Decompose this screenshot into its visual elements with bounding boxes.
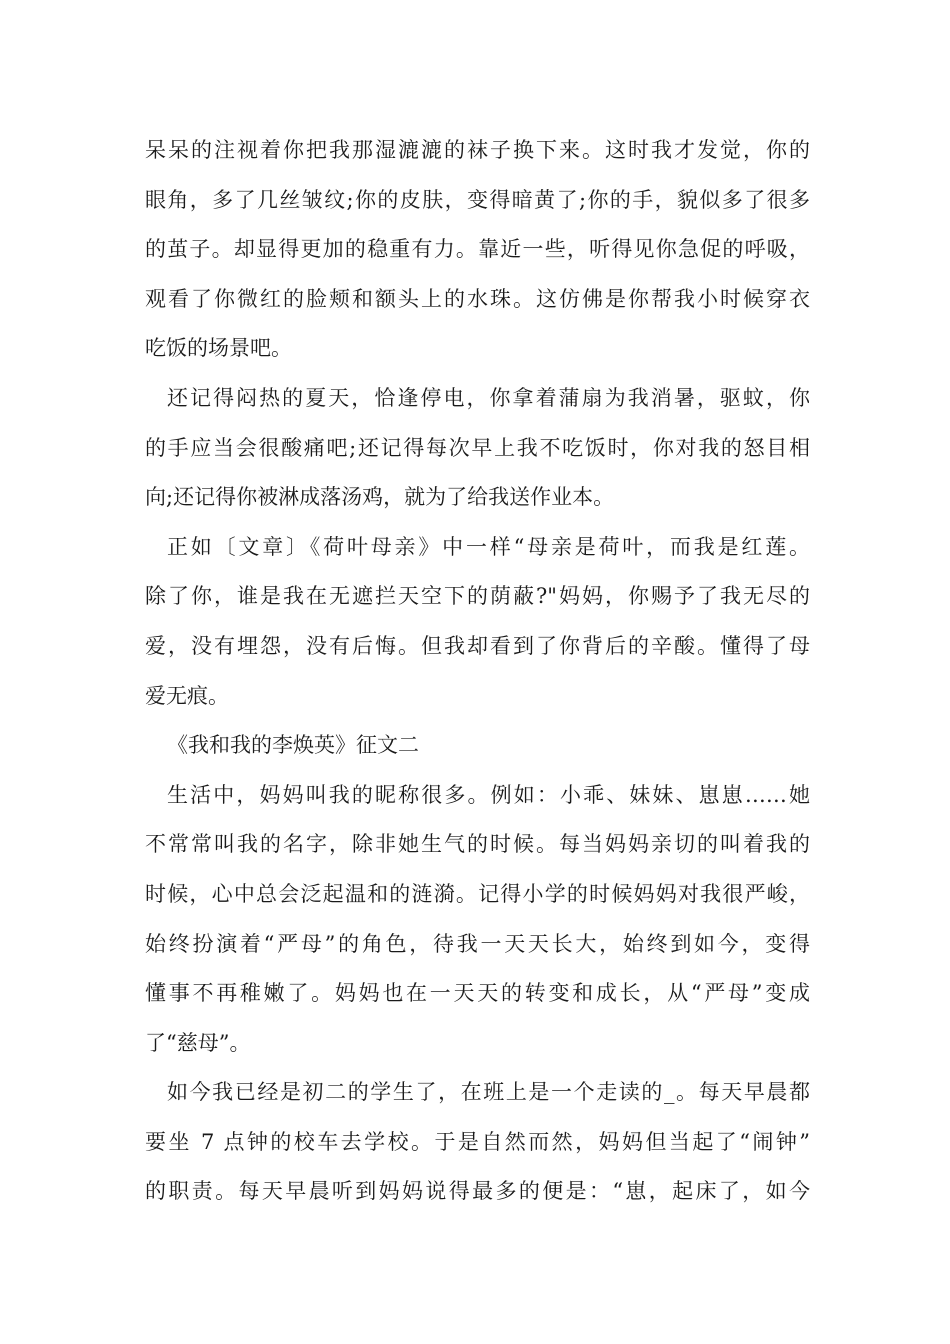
text-line: 始终扮演着“严母”的角色，待我一天天长大，始终到如今，变得: [145, 931, 810, 956]
paragraph-first-line: 还记得闷热的夏天，恰逢停电，你拿着蒲扇为我消暑，驱蚊，你: [167, 385, 810, 410]
text-line: 呆呆的注视着你把我那湿漉漉的袜子换下来。这时我才发觉，你的: [145, 138, 810, 162]
text-line: 爱，没有埋怨，没有后悔。但我却看到了你背后的辛酸。懂得了母: [145, 633, 810, 658]
paragraph-first-line: 生活中，妈妈叫我的昵称很多。例如：小乖、妹妹、崽崽……她: [167, 782, 810, 807]
text-line: 的手应当会很酸痛吧;还记得每次早上我不吃饭时，你对我的怒目相: [145, 435, 810, 460]
text-line: 的茧子。却显得更加的稳重有力。靠近一些，听得见你急促的呼吸，: [145, 237, 810, 262]
text-line: 眼角，多了几丝皱纹;你的皮肤，变得暗黄了;你的手，貌似多了很多: [145, 187, 810, 212]
text-line: 要坐 7 点钟的校车去学校。于是自然而然，妈妈但当起了“闹钟”: [145, 1129, 810, 1154]
text-line: 了“慈母”。: [145, 1030, 251, 1055]
text-line: 不常常叫我的名字，除非她生气的时候。每当妈妈亲切的叫着我的: [145, 832, 810, 857]
text-line: 懂事不再稚嫩了。妈妈也在一天天的转变和成长，从“严母”变成: [145, 981, 810, 1006]
text-line: 爱无痕。: [145, 683, 229, 708]
paragraph-first-line: 如今我已经是初二的学生了，在班上是一个走读的_。每天早晨都: [167, 1080, 810, 1105]
text-line: 向;还记得你被淋成落汤鸡，就为了给我送作业本。: [145, 485, 615, 510]
text-line: 除了你，谁是我在无遮拦天空下的荫蔽?"妈妈，你赐予了我无尽的: [145, 584, 810, 609]
text-line: 观看了你微红的脸颊和额头上的水珠。这仿佛是你帮我小时候穿衣: [145, 286, 810, 311]
text-line: 吃饭的场景吧。: [145, 336, 292, 361]
text-line: 时候，心中总会泛起温和的涟漪。记得小学的时候妈妈对我很严峻，: [145, 881, 810, 906]
document-body: [145, 126, 810, 1217]
section-heading: 《我和我的李焕英》征文二: [167, 733, 419, 758]
paragraph-first-line: 正如〔文章〕《荷叶母亲》中一样“母亲是荷叶，而我是红莲。: [167, 534, 810, 559]
text-line: 的职责。每天早晨听到妈妈说得最多的便是：“崽，起床了，如今: [145, 1179, 810, 1204]
